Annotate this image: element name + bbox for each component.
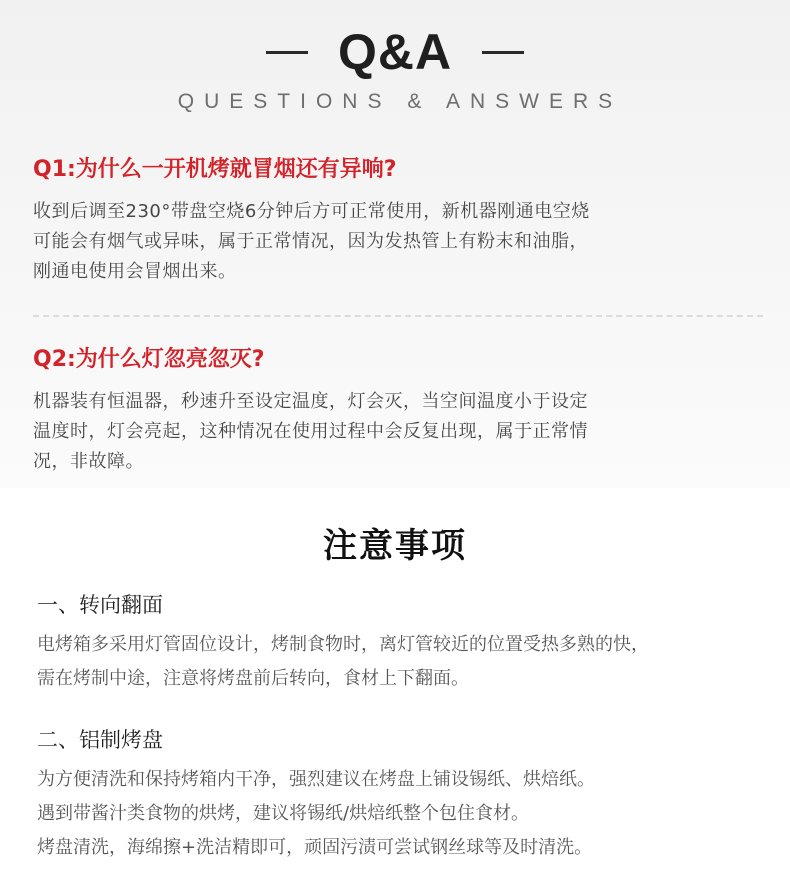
note-2-heading: 二、铝制烤盘 (37, 728, 163, 752)
answer-1-line: 收到后调至230°带盘空烧6分钟后方可正常使用，新机器刚通电空烧 (33, 201, 590, 222)
answer-2-line: 况，非故障。 (33, 451, 144, 472)
title-dash-left (266, 51, 308, 54)
note-1-line: 电烤箱多采用灯管固位设计，烤制食物时，离灯管较近的位置受热多熟的快， (37, 634, 649, 655)
qa-title-row (0, 24, 790, 80)
note-item-2 (37, 725, 767, 865)
answer-2 (33, 387, 763, 477)
note-2-line: 烤盘清洗，海绵擦+洗洁精即可，顽固污渍可尝试钢丝球等及时清洗。 (37, 837, 593, 858)
note-2-line: 遇到带酱汁类食物的烘烤，建议将锡纸/烘焙纸整个包住食材。 (37, 803, 530, 824)
answer-1-line: 可能会有烟气或异味，属于正常情况，因为发热管上有粉末和油脂， (33, 231, 588, 252)
qa-item-2 (33, 345, 763, 477)
note-item-1 (37, 590, 767, 696)
answer-1 (33, 197, 763, 287)
qa-header (0, 24, 790, 114)
title-dash-right (482, 51, 524, 54)
answer-1-line: 刚通电使用会冒烟出来。 (33, 261, 237, 282)
note-1-heading: 一、转向翻面 (37, 593, 163, 617)
qa-subtitle: QUESTIONS & ANSWERS (177, 90, 623, 113)
qa-divider (33, 315, 763, 317)
answer-2-line: 温度时，灯会亮起，这种情况在使用过程中会反复出现，属于正常情 (33, 421, 588, 442)
question-1: Q1:为什么一开机烤就冒烟还有异响? (33, 157, 397, 182)
note-1-line: 需在烤制中途，注意将烤盘前后转向，食材上下翻面。 (37, 668, 469, 689)
qa-item-1 (33, 155, 763, 287)
notes-title: 注意事项 (323, 526, 467, 566)
note-1-body (37, 628, 767, 696)
answer-2-line: 机器装有恒温器，秒速升至设定温度，灯会灭，当空间温度小于设定 (33, 391, 588, 412)
note-2-body (37, 763, 767, 865)
question-2: Q2:为什么灯忽亮忽灭? (33, 347, 265, 372)
note-2-line: 为方便清洗和保持烤箱内干净，强烈建议在烤盘上铺设锡纸、烘焙纸。 (37, 769, 595, 790)
qa-title: Q&A (337, 24, 453, 80)
